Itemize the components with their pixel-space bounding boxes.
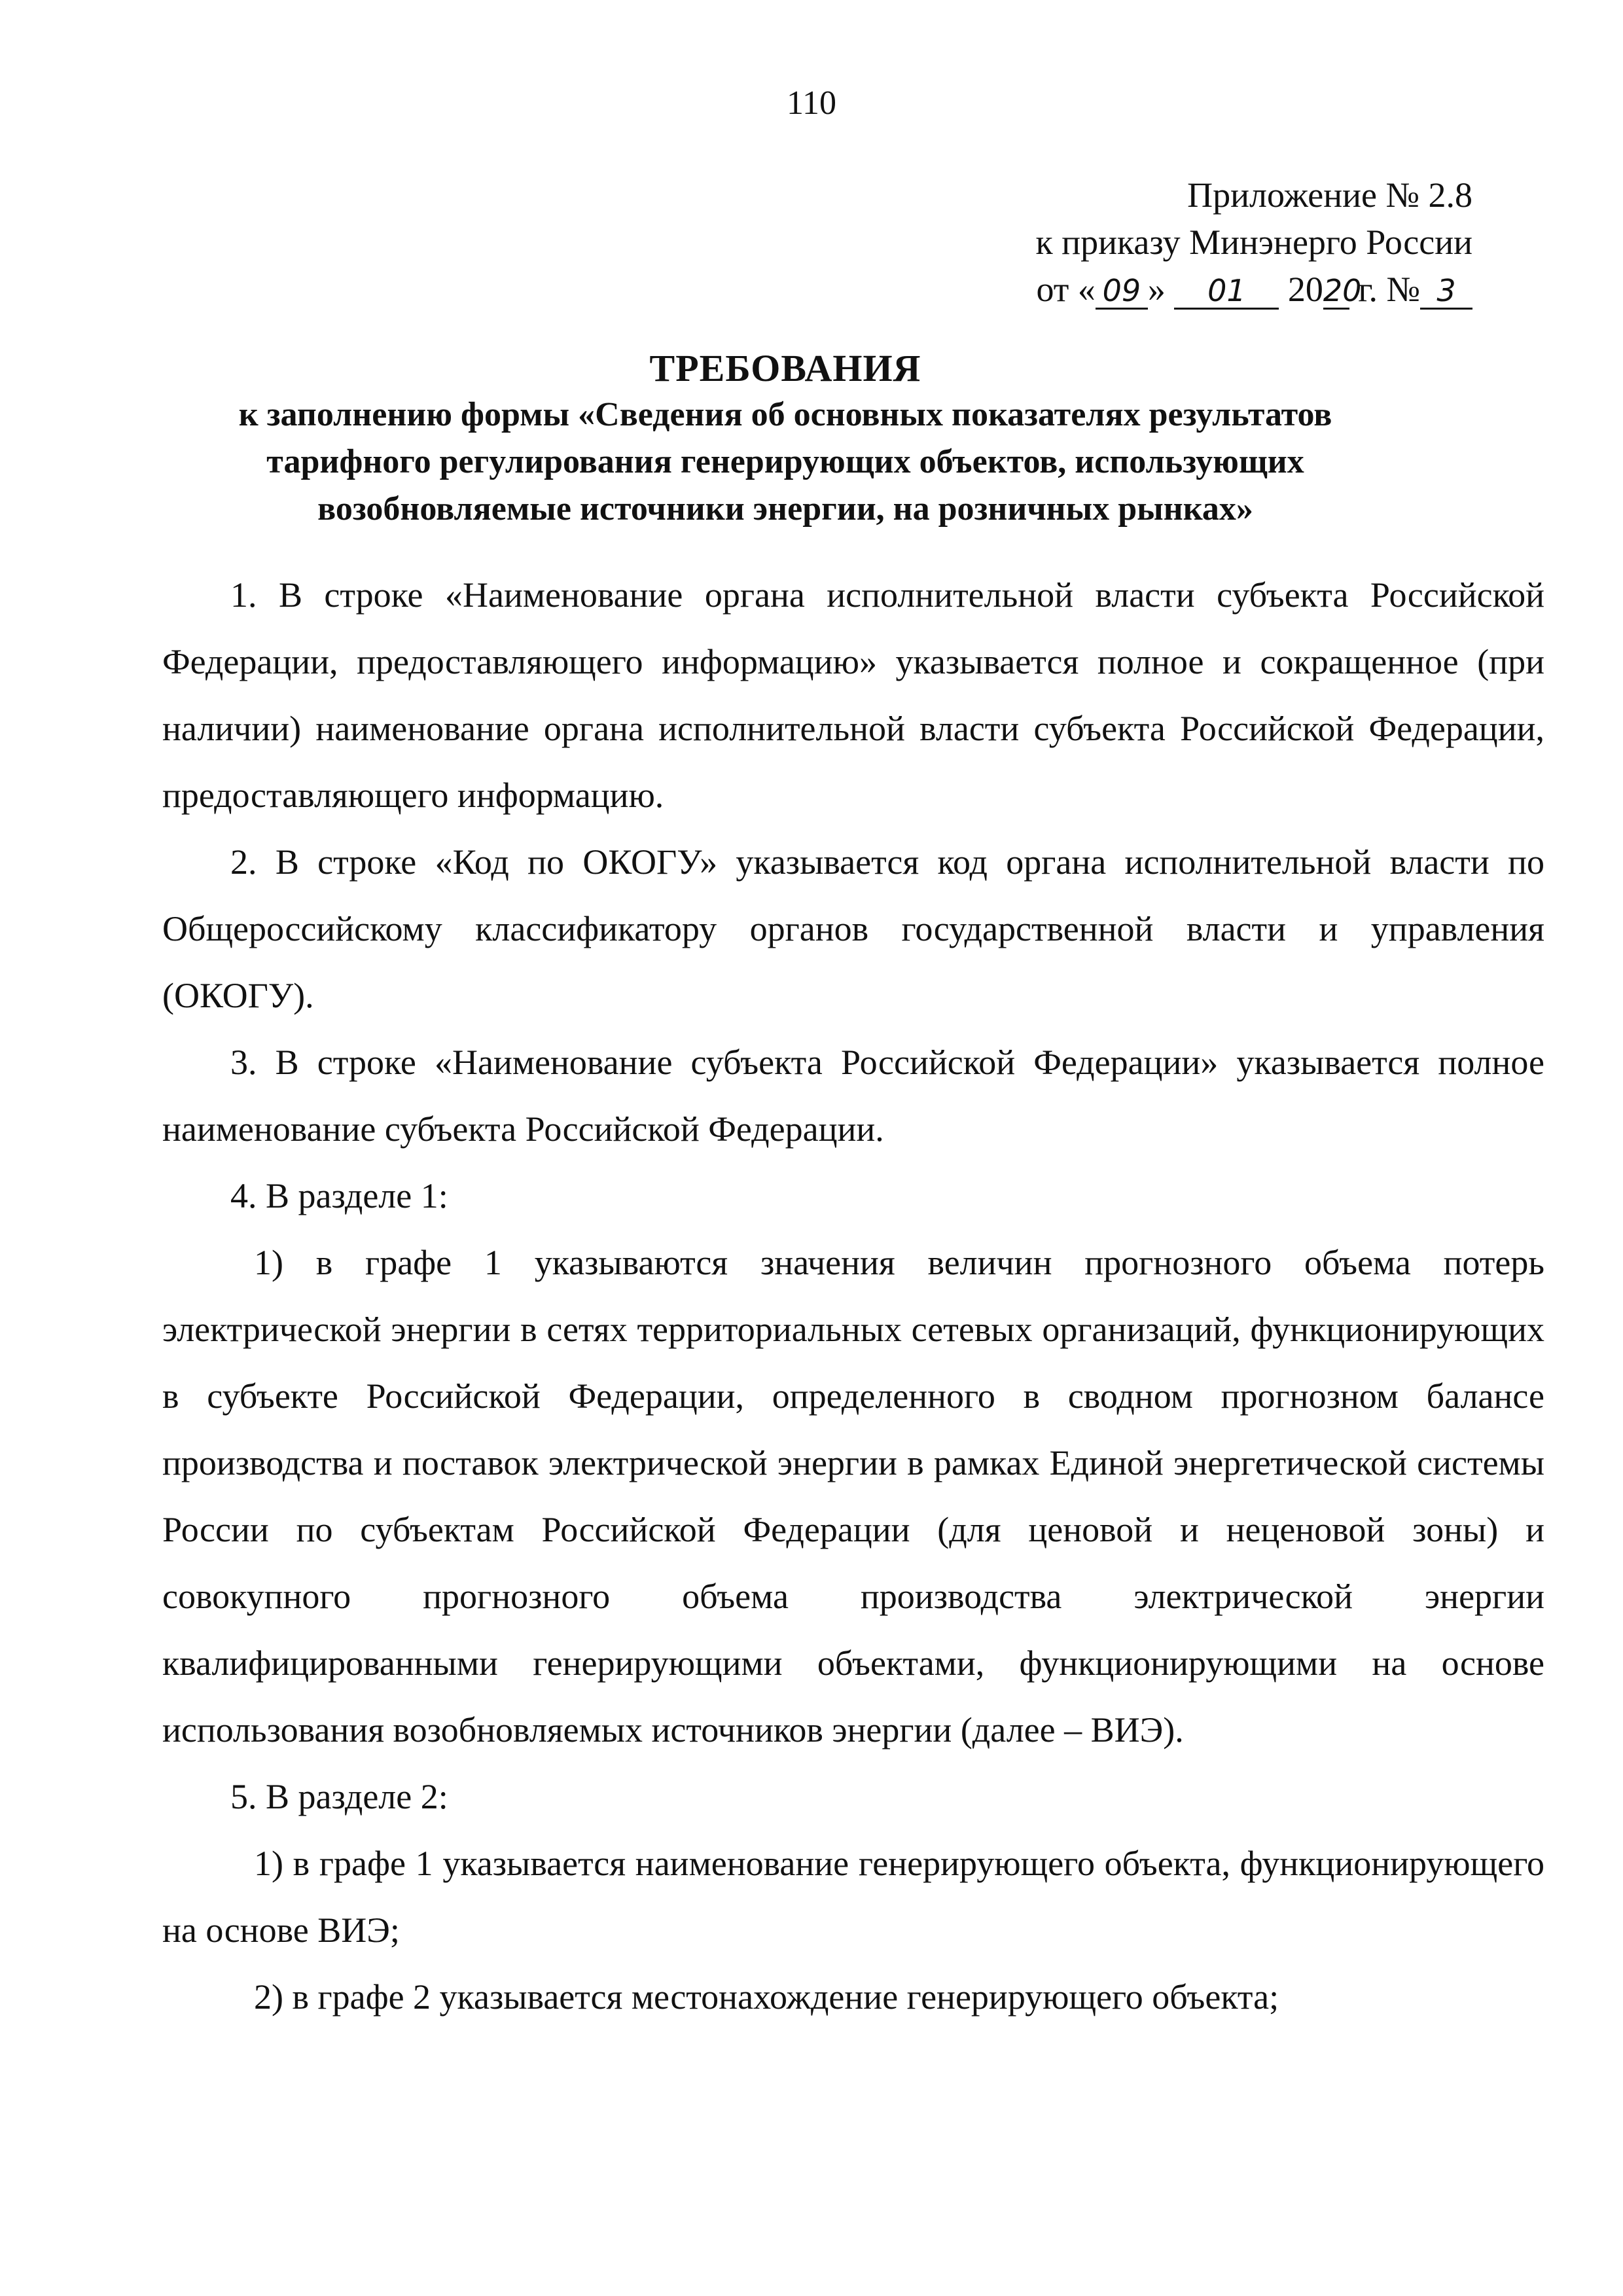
document-subtitle-line-2: тарифного регулирования генерирующих объектов, использующих <box>266 443 1304 480</box>
appendix-order-reference: к приказу Минэнерго России <box>1035 223 1472 262</box>
handwritten-year: 20 <box>1323 273 1362 308</box>
handwritten-month: 01 <box>1174 274 1279 310</box>
document-subtitle-line-1: к заполнению формы «Сведения об основных показателях результатов <box>238 396 1332 433</box>
paragraph-5-item-2: 2) в графе 2 указывается местонахождение генерирующего объекта; <box>254 1977 1279 2017</box>
document-body <box>162 562 1544 2030</box>
year-label: г. № <box>1358 270 1420 309</box>
page-number: 110 <box>786 84 837 122</box>
paragraph-5: 5. В разделе 2: <box>230 1777 448 1816</box>
paragraph-1: 1. В строке «Наименование органа исполнительной власти субъекта Российской Федерации, предоставляющего информацию» указывается полное и сокращенное (при наличии) наименование органа исполнительной власти субъекта Российской Федерации, предоставляющего информацию. <box>162 575 1544 815</box>
handwritten-day: 09 <box>1096 274 1148 310</box>
date-prefix: от « <box>1036 270 1096 309</box>
appendix-title: Приложение № 2.8 <box>1187 175 1472 215</box>
document-subtitle-line-3: возобновляемые источники энергии, на розничных рынках» <box>317 490 1253 528</box>
paragraph-5-item-1: 1) в графе 1 указывается наименование генерирующего объекта, функционирующего на основе ВИЭ; <box>162 1844 1544 1950</box>
appendix-date-line <box>1035 266 1472 313</box>
paragraph-2: 2. В строке «Код по ОКОГУ» указывается код органа исполнительной власти по Общероссийскому классификатору органов государственной власти и управления (ОКОГУ). <box>162 842 1544 1015</box>
paragraph-3: 3. В строке «Наименование субъекта Российской Федерации» указывается полное наименование субъекта Российской Федерации. <box>162 1043 1544 1149</box>
document-title-block <box>131 346 1440 533</box>
paragraph-4-item-1: 1) в графе 1 указываются значения величин прогнозного объема потерь электрической энергии в сетях территориальных сетевых организаций, функционирующих в субъекте Российской Федерации, определенного в сводном прогнозном балансе производства и поставок электрической энергии в рамках Единой энергетической системы России по субъектам Российской Федерации (для ценовой и неценовой зоны) и совокупного прогнозного объема производства электрической энергии квалифицированными генерирующими объектами, функционирующими на основе использования возобновляемых источников энергии (далее – ВИЭ). <box>162 1243 1544 1749</box>
paragraph-4: 4. В разделе 1: <box>230 1176 448 1215</box>
handwritten-order-number: 3 <box>1420 274 1472 310</box>
appendix-header <box>1035 171 1472 313</box>
year-prefix: 20 <box>1287 270 1323 309</box>
document-title: ТРЕБОВАНИЯ <box>649 347 921 389</box>
date-close: » <box>1147 270 1166 309</box>
